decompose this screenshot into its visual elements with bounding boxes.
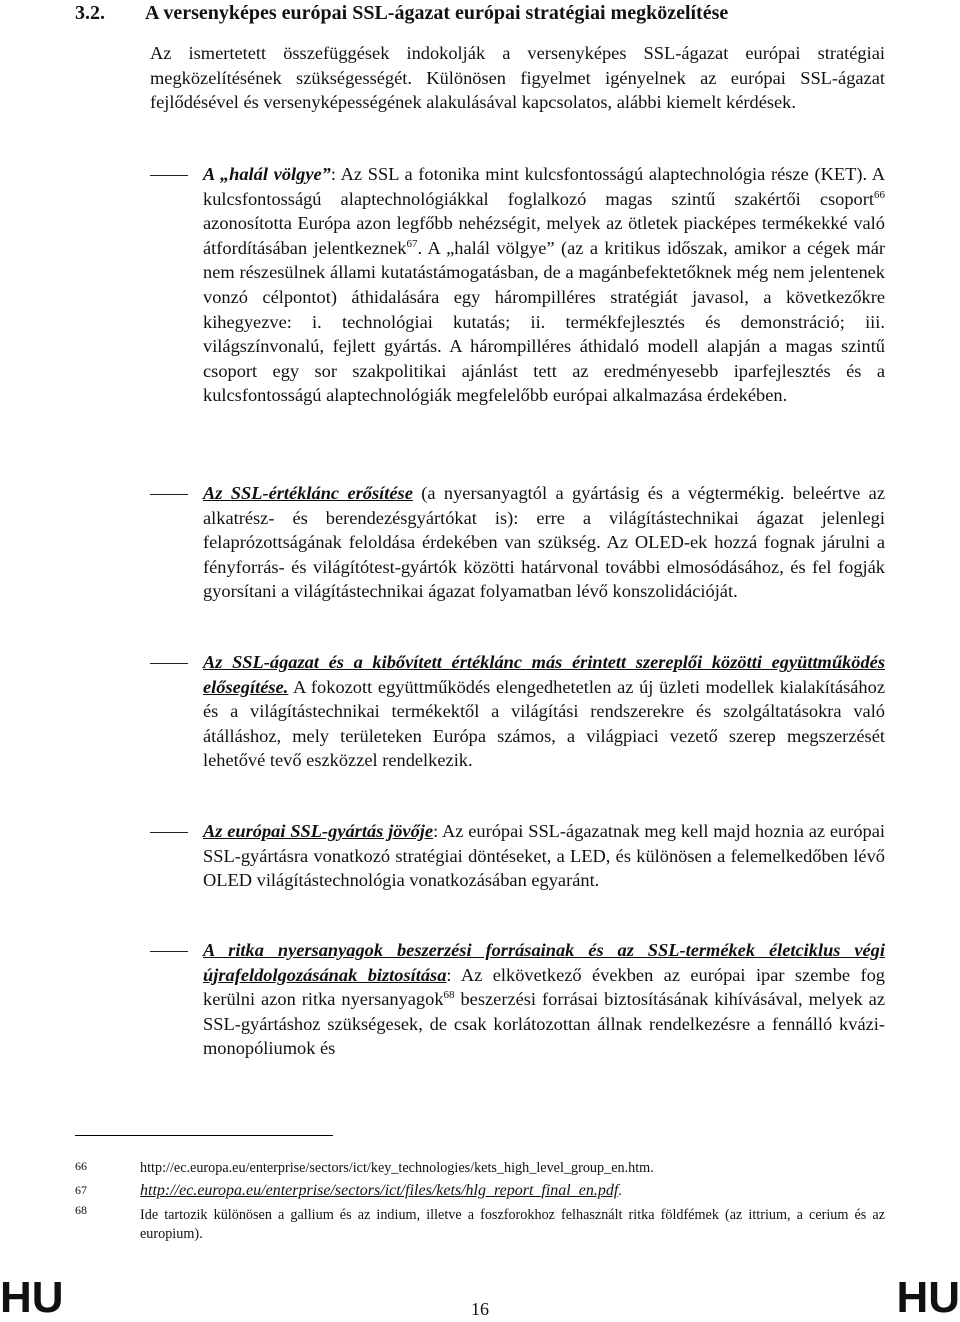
footnote-66: http://ec.europa.eu/enterprise/sectors/ict/key_technologies/kets_high_level_group_en.htm. <box>140 1160 654 1176</box>
footnote-67 <box>140 1181 885 1201</box>
bullet-text: : Az SSL a fotonika mint kulcsfontosságú alaptechnológia része (KET). A kulcsfontosságú alaptechnológiákkal foglalkozó magas szintű szakértői csoport <box>203 164 885 209</box>
bullet-text: A fokozott együttműködés elengedhetetlen az új üzleti modellek kialakításához és a világítástechnikai termékektől a világítási rendszerekre és szolgáltatásokra való átálláshoz, mely területeken Európa számos, a világpiaci vezető szerep megszerzését lehetővé tevő eszközzel rendelkezik. <box>203 676 885 771</box>
footer-lang-right: HU <box>896 1273 960 1322</box>
bullet-text: . A „halál völgye” (az a kritikus időszak, amikor a cégek már nem részesülnek állami kutatástámogatásban, de a magánbefektetőknek még nem jelentenek vonzó célpontot) áthidalására egy hárompilléres stratégiát javasol, a következőkre kihegyezve: i. technológiai kutatás; ii. termékfejlesztés és demonstráció; iii. világszínvonalú, fejlett gyártás. A hárompilléres áthidaló modell alapján a magas szintű csoport egy sor szakpolitikai ajánlást tett az eredményesebb iparfejlesztés és a kulcsfontosságú alaptechnológiák megfelelőbb európai alkalmazása érdekében. <box>203 237 885 406</box>
bullet-value-chain <box>203 481 885 604</box>
footnote-separator <box>75 1135 333 1136</box>
footnote-number: 66 <box>75 1159 87 1173</box>
footnote-link[interactable]: http://ec.europa.eu/enterprise/sectors/ict/files/kets/hlg_report_final_en.pdf <box>140 1182 619 1199</box>
bullet-dash <box>150 175 188 176</box>
footnote-suffix: . <box>618 1183 622 1199</box>
bullet-text: azonosította Európa azon legfőbb nehézségit, melyek az ötletek piacképes termékekké való átfordításában jelentkeznek <box>203 213 885 258</box>
bullet-raw-materials <box>203 938 885 1061</box>
intro-paragraph: Az ismertetett összefüggések indokolják a versenyképes SSL-ágazat európai stratégiai megközelítésének szükségességét. Különösen figyelmet igényelnek az európai SSL-ágazat fejlődésével és versenyképességének alakulásával kapcsolatos, alábbi kiemelt kérdések. <box>150 43 885 113</box>
bullet-title: A „halál völgye” <box>203 164 331 184</box>
section-heading <box>75 0 728 26</box>
bullet-death-valley <box>203 162 885 408</box>
bullet-text: (a nyersanyagtól a gyártásig és a végtermékig. beleértve az alkatrész- és berendezésgyártókat is): erre a világítástechnikai ágazat jelenlegi felaprózottságának feloldása érdekében van szükség. Az OLED-ek hozzá fognak járulni a fényforrás- és világítótest-gyártók közötti határvonal további elmosódásához, és fel fogják gyorsítani a világítástechnikai ágazat folyamatban lévő konszolidációját. <box>203 483 885 602</box>
bullet-cooperation <box>203 650 885 773</box>
bullet-dash <box>150 663 188 664</box>
bullet-dash <box>150 951 188 952</box>
bullet-text: : Az elkövetkező években az európai ipar szembe fog kerülni azon ritka nyersanyagok <box>203 964 885 1010</box>
footnote-ref: 68 <box>443 989 455 1002</box>
footnote-number: 67 <box>75 1183 87 1197</box>
bullet-title: Az európai SSL-gyártás jövője <box>203 821 434 841</box>
page-number: 16 <box>471 1299 489 1319</box>
bullet-manufacturing-future <box>203 819 885 893</box>
section-title: A versenyképes európai SSL-ágazat európai stratégiai megközelítése <box>145 2 729 24</box>
footnote-ref: 66 <box>874 188 885 201</box>
footnote-ref: 67 <box>406 237 418 250</box>
footnote-number: 68 <box>75 1203 87 1217</box>
bullet-text: : Az európai SSL-ágazatnak meg kell majd hoznia az európai SSL-gyártásra vonatkozó stratégiai döntéseket, a LED, és különösen a felemelkedőben lévő OLED világítástechnológia vonatkozásában egyaránt. <box>203 821 885 891</box>
footnote-68: Ide tartozik különösen a gallium és az indium, illetve a foszforokhoz felhasznált ritka földfémek (az ittrium, a cerium és az europium). <box>140 1207 885 1242</box>
section-number: 3.2. <box>75 2 105 24</box>
bullet-title: Az SSL-ágazat és a kibővített értéklánc más érintett szereplői közötti együttműködés elősegítése. <box>203 652 885 697</box>
bullet-title: Az SSL-értéklánc erősítése <box>203 483 413 503</box>
bullet-text: beszerzési forrásai biztosításának kihívásával, melyek az SSL-gyártáshoz szükségesek, de csak korlátozottan állnak rendelkezésre a fennálló kvázi-monopóliumok és <box>203 989 885 1059</box>
footer-lang-left: HU <box>0 1273 64 1322</box>
bullet-dash <box>150 832 188 833</box>
bullet-dash <box>150 494 188 495</box>
bullet-title: A ritka nyersanyagok beszerzési forrásainak és az SSL-termékek életciklus végi újrafeldolgozásának biztosítása <box>203 940 885 985</box>
